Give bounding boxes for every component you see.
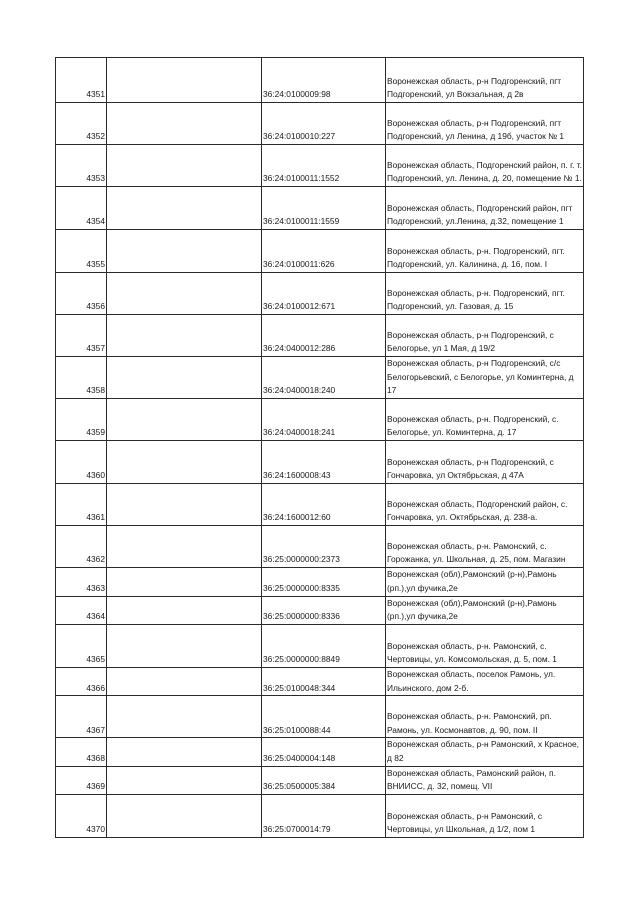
table-row — [56, 273, 584, 315]
table-row — [56, 145, 584, 187]
address-cell: Воронежская область, Рамонский район, п. ВНИИСС, д. 32, помещ. VII — [386, 766, 584, 794]
table-row — [56, 766, 584, 794]
address-cell: Воронежская область, р-н. Рамонский, рп. Рамонь, ул. Космонавтов, д. 90, пом. II — [386, 696, 584, 738]
cadastral-number-cell: 36:25:0400004:148 — [262, 738, 386, 766]
row-number-cell: 4359 — [56, 399, 107, 441]
empty-cell — [107, 230, 262, 273]
empty-cell — [107, 526, 262, 568]
row-number-cell: 4365 — [56, 624, 107, 667]
empty-cell — [107, 145, 262, 187]
row-number-cell: 4351 — [56, 58, 107, 103]
row-number-cell: 4363 — [56, 568, 107, 596]
address-cell: Воронежская область, р-н Подгоренский, с/с Белогорьевский, с Белогорье, ул Коминтерна, д 17 — [386, 357, 584, 399]
cadastral-number-cell: 36:24:0400012:286 — [262, 315, 386, 357]
cadastral-number-cell: 36:25:0000000:8335 — [262, 568, 386, 596]
table-row — [56, 596, 584, 624]
empty-cell — [107, 766, 262, 794]
empty-cell — [107, 187, 262, 230]
empty-cell — [107, 273, 262, 315]
cadastral-number-cell: 36:25:0000000:2373 — [262, 526, 386, 568]
cadastral-number-cell: 36:24:0100011:1559 — [262, 187, 386, 230]
row-number-cell: 4364 — [56, 596, 107, 624]
cadastral-number-cell: 36:24:0100010:227 — [262, 103, 386, 145]
cadastral-number-cell: 36:24:0400018:241 — [262, 399, 386, 441]
registry-table — [55, 57, 584, 838]
address-cell: Воронежская область, поселок Рамонь, ул. Ильинского, дом 2-б. — [386, 667, 584, 695]
registry-table-body — [56, 58, 584, 838]
empty-cell — [107, 738, 262, 766]
row-number-cell: 4355 — [56, 230, 107, 273]
empty-cell — [107, 667, 262, 695]
row-number-cell: 4360 — [56, 441, 107, 484]
cadastral-number-cell: 36:24:0100011:626 — [262, 230, 386, 273]
table-row — [56, 357, 584, 399]
cadastral-number-cell: 36:24:0100011:1552 — [262, 145, 386, 187]
empty-cell — [107, 58, 262, 103]
row-number-cell: 4361 — [56, 484, 107, 526]
empty-cell — [107, 357, 262, 399]
address-cell: Воронежская область, р-н. Подгоренский, пгт. Подгоренский, ул. Газовая, д. 15 — [386, 273, 584, 315]
table-row — [56, 738, 584, 766]
row-number-cell: 4370 — [56, 795, 107, 838]
table-row — [56, 526, 584, 568]
cadastral-number-cell: 36:25:0000000:8849 — [262, 624, 386, 667]
row-number-cell: 4357 — [56, 315, 107, 357]
cadastral-number-cell: 36:25:0100088:44 — [262, 696, 386, 738]
table-row — [56, 696, 584, 738]
row-number-cell: 4368 — [56, 738, 107, 766]
row-number-cell: 4367 — [56, 696, 107, 738]
row-number-cell: 4352 — [56, 103, 107, 145]
table-row — [56, 230, 584, 273]
row-number-cell: 4356 — [56, 273, 107, 315]
cadastral-number-cell: 36:24:1600008:43 — [262, 441, 386, 484]
empty-cell — [107, 103, 262, 145]
table-row — [56, 667, 584, 695]
cadastral-number-cell: 36:25:0700014:79 — [262, 795, 386, 838]
row-number-cell: 4353 — [56, 145, 107, 187]
address-cell: Воронежская область, р-н. Рамонский, с. Чертовицы, ул. Комсомольская, д. 5, пом. 1 — [386, 624, 584, 667]
empty-cell — [107, 795, 262, 838]
empty-cell — [107, 484, 262, 526]
empty-cell — [107, 568, 262, 596]
address-cell: Воронежская область, р-н Подгоренский, пгт Подгоренский, ул Ленина, д 19б, участок № 1 — [386, 103, 584, 145]
address-cell: Воронежская область, Подгоренский район, с. Гончаровка, ул. Октябрьская, д. 238-а. — [386, 484, 584, 526]
row-number-cell: 4358 — [56, 357, 107, 399]
address-cell: Воронежская область, р-н Подгоренский, с Гончаровка, ул Октябрьская, д 47А — [386, 441, 584, 484]
table-row — [56, 624, 584, 667]
address-cell: Воронежская область, р-н. Подгоренский, пгт. Подгоренский, ул. Калинина, д. 16, пом. I — [386, 230, 584, 273]
table-row — [56, 315, 584, 357]
table-row — [56, 568, 584, 596]
table-row — [56, 441, 584, 484]
table-row — [56, 795, 584, 838]
address-cell: Воронежская область, Подгоренский район, пгт Подгоренский, ул.Ленина, д.32, помещение 1 — [386, 187, 584, 230]
empty-cell — [107, 315, 262, 357]
address-cell: Воронежская область, р-н Подгоренский, пгт Подгоренский, ул Вокзальная, д 2в — [386, 58, 584, 103]
cadastral-number-cell: 36:24:0100012:671 — [262, 273, 386, 315]
empty-cell — [107, 596, 262, 624]
address-cell: Воронежская область, р-н. Рамонский, с. Горожанка, ул. Школьная, д. 25, пом. Магазин — [386, 526, 584, 568]
table-row — [56, 187, 584, 230]
address-cell: Воронежская (обл),Рамонский (р-н),Рамонь (рп.),ул фучика,2е — [386, 596, 584, 624]
empty-cell — [107, 441, 262, 484]
table-row — [56, 58, 584, 103]
table-row — [56, 484, 584, 526]
cadastral-number-cell: 36:25:0500005:384 — [262, 766, 386, 794]
cadastral-number-cell: 36:24:0400018:240 — [262, 357, 386, 399]
row-number-cell: 4369 — [56, 766, 107, 794]
address-cell: Воронежская область, р-н. Подгоренский, с. Белогорье, ул. Коминтерна, д. 17 — [386, 399, 584, 441]
table-row — [56, 399, 584, 441]
address-cell: Воронежская область, Подгоренский район, п. г. т. Подгоренский, ул. Ленина, д. 20, помещение № 1. — [386, 145, 584, 187]
row-number-cell: 4362 — [56, 526, 107, 568]
cadastral-number-cell: 36:25:0100048:344 — [262, 667, 386, 695]
address-cell: Воронежская (обл),Рамонский (р-н),Рамонь (рп.),ул фучика,2е — [386, 568, 584, 596]
address-cell: Воронежская область, р-н Рамонский, х Красное, д 82 — [386, 738, 584, 766]
address-cell: Воронежская область, р-н Подгоренский, с Белогорье, ул 1 Мая, д 19/2 — [386, 315, 584, 357]
cadastral-number-cell: 36:24:0100009:98 — [262, 58, 386, 103]
address-cell: Воронежская область, р-н Рамонский, с Чертовицы, ул Школьная, д 1/2, пом 1 — [386, 795, 584, 838]
empty-cell — [107, 624, 262, 667]
empty-cell — [107, 696, 262, 738]
row-number-cell: 4366 — [56, 667, 107, 695]
row-number-cell: 4354 — [56, 187, 107, 230]
table-row — [56, 103, 584, 145]
cadastral-number-cell: 36:24:1600012:60 — [262, 484, 386, 526]
cadastral-number-cell: 36:25:0000000:8336 — [262, 596, 386, 624]
empty-cell — [107, 399, 262, 441]
